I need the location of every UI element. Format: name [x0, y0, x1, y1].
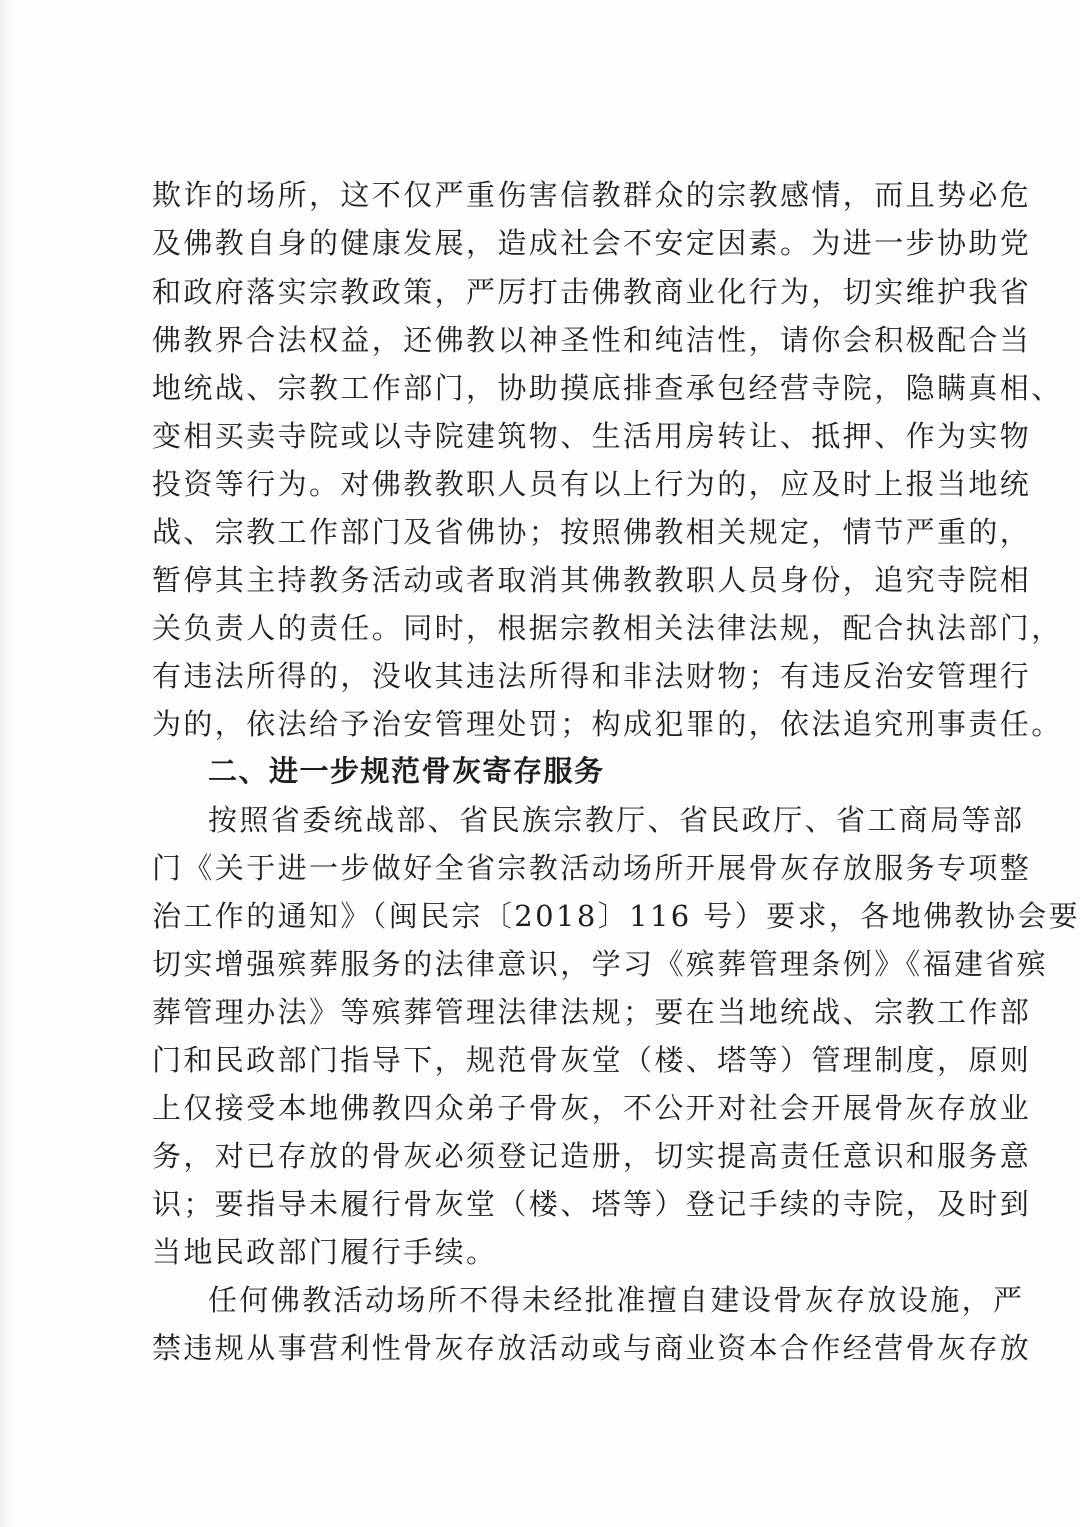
- paragraph-line: 欺诈的场所，这不仅严重伤害信教群众的宗教感情，而且势必危: [152, 178, 1032, 212]
- paragraph-line: 关负责人的责任。同时，根据宗教相关法律法规，配合执法部门，: [152, 611, 1063, 645]
- paragraph-line: 有违法所得的，没收其违法所得和非法财物；有违反治安管理行: [152, 659, 1032, 693]
- paragraph-line: 地统战、宗教工作部门，协助摸底排查承包经营寺院，隐瞒真相、: [152, 371, 1063, 405]
- paragraph-line: 投资等行为。对佛教教职人员有以上行为的，应及时上报当地统: [152, 467, 1032, 501]
- paragraph-line: 战、宗教工作部门及省佛协；按照佛教相关规定，情节严重的，: [152, 515, 1032, 549]
- paragraph-line: 为的，依法给予治安管理处罚；构成犯罪的，依法追究刑事责任。: [152, 707, 1063, 741]
- paragraph-line: 切实增强殡葬服务的法律意识，学习《殡葬管理条例》《福建省殡: [152, 947, 1049, 981]
- paragraph-line: 佛教界合法权益，还佛教以神圣性和纯洁性，请你会积极配合当: [152, 323, 1032, 357]
- paragraph-line: 变相买卖寺院或以寺院建筑物、生活用房转让、抵押、作为实物: [152, 419, 1032, 453]
- paragraph-line: 和政府落实宗教政策，严厉打击佛教商业化行为，切实维护我省: [152, 275, 1032, 309]
- paragraph-line: 禁违规从事营利性骨灰存放活动或与商业资本合作经营骨灰存放: [152, 1331, 1032, 1365]
- paragraph-line: 暂停其主持教务活动或者取消其佛教教职人员身份，追究寺院相: [152, 563, 1032, 597]
- section-heading: 二、进一步规范骨灰寄存服务: [208, 754, 605, 788]
- paragraph-line: 及佛教自身的健康发展，造成社会不安定因素。为进一步协助党: [152, 226, 1032, 260]
- paragraph-line: 按照省委统战部、省民族宗教厅、省民政厅、省工商局等部: [208, 803, 1025, 837]
- paragraph-line: 务，对已存放的骨灰必须登记造册，切实提高责任意识和服务意: [152, 1139, 1032, 1173]
- paragraph-line: 上仅接受本地佛教四众弟子骨灰，不公开对社会开展骨灰存放业: [152, 1091, 1032, 1125]
- paragraph-line: 葬管理办法》等殡葬管理法律法规；要在当地统战、宗教工作部: [152, 995, 1032, 1029]
- paragraph-line: 当地民政部门履行手续。: [152, 1235, 498, 1269]
- paragraph-line: 门和民政部门指导下，规范骨灰堂（楼、塔等）管理制度，原则: [152, 1043, 1032, 1077]
- paragraph-line: 任何佛教活动场所不得未经批准擅自建设骨灰存放设施，严: [208, 1283, 1025, 1317]
- paragraph-line: 门《关于进一步做好全省宗教活动场所开展骨灰存放服务专项整: [152, 851, 1032, 885]
- scan-edge-shadow: [0, 0, 14, 1527]
- paragraph-line: 识；要指导未履行骨灰堂（楼、塔等）登记手续的寺院，及时到: [152, 1187, 1032, 1221]
- paragraph-line: 治工作的通知》（闽民宗〔2018〕116 号）要求，各地佛教协会要: [152, 899, 1080, 933]
